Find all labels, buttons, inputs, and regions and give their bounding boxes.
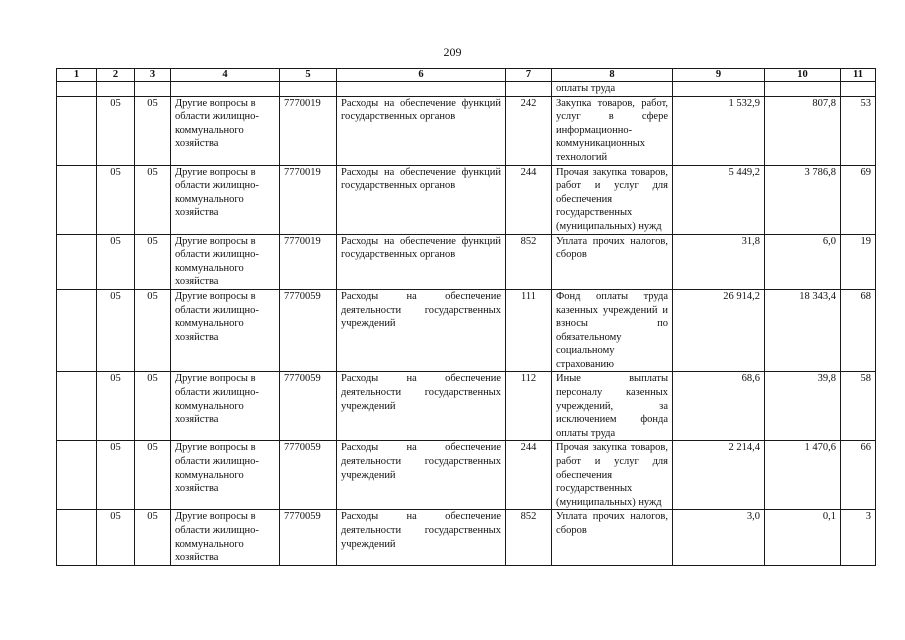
column-header: 1 <box>57 69 97 82</box>
cell-executed-amount: 807,8 <box>765 96 841 165</box>
cell-article-name: Расходы на обеспечение деятельности государственных учреждений <box>337 289 506 372</box>
cell-article-name: Расходы на обеспечение деятельности государственных учреждений <box>337 510 506 565</box>
cell-target-article: 7770019 <box>280 165 337 234</box>
table-row <box>57 234 876 289</box>
cell-article-name: Расходы на обеспечение деятельности государственных учреждений <box>337 441 506 510</box>
cell-planned-amount: 1 532,9 <box>673 96 765 165</box>
cell-col-1 <box>57 510 97 565</box>
cell-planned-amount: 5 449,2 <box>673 165 765 234</box>
cell-planned-amount: 31,8 <box>673 234 765 289</box>
cell-article-name: Расходы на обеспечение деятельности государственных учреждений <box>337 372 506 441</box>
column-header: 6 <box>337 69 506 82</box>
cell-target-article: 7770019 <box>280 234 337 289</box>
cell-col-1 <box>57 165 97 234</box>
cell-executed-amount: 0,1 <box>765 510 841 565</box>
header-row <box>57 69 876 82</box>
cell-section-name: Другие вопросы в области жилищно-коммунального хозяйства <box>171 96 280 165</box>
cell-section: 05 <box>97 165 135 234</box>
table-row <box>57 372 876 441</box>
cell-subsection: 05 <box>135 96 171 165</box>
cell-expense-type: 244 <box>506 165 552 234</box>
cell-section: 05 <box>97 234 135 289</box>
cell-planned-amount: 68,6 <box>673 372 765 441</box>
cell-col-1 <box>57 441 97 510</box>
cell-article-name: Расходы на обеспечение функций государственных органов <box>337 96 506 165</box>
cell-section: 05 <box>97 372 135 441</box>
cell-section: 05 <box>97 441 135 510</box>
cell-percent: 68 <box>841 289 876 372</box>
cell-expense-type: 852 <box>506 234 552 289</box>
continuation-row <box>57 82 876 97</box>
cell-expense-type: 111 <box>506 289 552 372</box>
cell-article-name: Расходы на обеспечение функций государственных органов <box>337 165 506 234</box>
cell-section-name: Другие вопросы в области жилищно-коммунального хозяйства <box>171 510 280 565</box>
cell-expense-name: Уплата прочих налогов, сборов <box>552 234 673 289</box>
cell-subsection: 05 <box>135 289 171 372</box>
cell-planned-amount: 3,0 <box>673 510 765 565</box>
cell-section: 05 <box>97 510 135 565</box>
cell-target-article: 7770019 <box>280 96 337 165</box>
cell-subsection: 05 <box>135 441 171 510</box>
cell-expense-name: Прочая закупка товаров, работ и услуг для обеспечения государственных (муниципальных) нужд <box>552 441 673 510</box>
cell-planned-amount: 26 914,2 <box>673 289 765 372</box>
table-row <box>57 165 876 234</box>
cell-percent: 3 <box>841 510 876 565</box>
cell-section-name: Другие вопросы в области жилищно-коммунального хозяйства <box>171 441 280 510</box>
column-header: 3 <box>135 69 171 82</box>
column-header: 10 <box>765 69 841 82</box>
budget-table <box>56 68 876 566</box>
column-header: 2 <box>97 69 135 82</box>
cell-section-name: Другие вопросы в области жилищно-коммунального хозяйства <box>171 234 280 289</box>
cell-expense-name: Иные выплаты персоналу казенных учреждений, за исключением фонда оплаты труда <box>552 372 673 441</box>
continuation-text: оплаты труда <box>552 82 673 97</box>
cell-expense-name: Фонд оплаты труда казенных учреждений и взносы по обязательному социальному страхованию <box>552 289 673 372</box>
column-header: 8 <box>552 69 673 82</box>
table-row <box>57 289 876 372</box>
cell-section-name: Другие вопросы в области жилищно-коммунального хозяйства <box>171 165 280 234</box>
cell-executed-amount: 1 470,6 <box>765 441 841 510</box>
column-header: 5 <box>280 69 337 82</box>
cell-percent: 66 <box>841 441 876 510</box>
column-header: 7 <box>506 69 552 82</box>
cell-expense-type: 244 <box>506 441 552 510</box>
cell-col-1 <box>57 234 97 289</box>
cell-expense-type: 112 <box>506 372 552 441</box>
cell-percent: 58 <box>841 372 876 441</box>
cell-planned-amount: 2 214,4 <box>673 441 765 510</box>
table-row <box>57 510 876 565</box>
table-row <box>57 441 876 510</box>
column-header: 9 <box>673 69 765 82</box>
cell-target-article: 7770059 <box>280 441 337 510</box>
cell-article-name: Расходы на обеспечение функций государственных органов <box>337 234 506 289</box>
cell-col-1 <box>57 372 97 441</box>
cell-target-article: 7770059 <box>280 510 337 565</box>
cell-expense-name: Закупка товаров, работ, услуг в сфере информационно-коммуникационных технологий <box>552 96 673 165</box>
cell-subsection: 05 <box>135 165 171 234</box>
cell-target-article: 7770059 <box>280 289 337 372</box>
cell-subsection: 05 <box>135 372 171 441</box>
cell-col-1 <box>57 289 97 372</box>
cell-percent: 53 <box>841 96 876 165</box>
cell-executed-amount: 18 343,4 <box>765 289 841 372</box>
column-header: 11 <box>841 69 876 82</box>
cell-section: 05 <box>97 96 135 165</box>
cell-executed-amount: 3 786,8 <box>765 165 841 234</box>
cell-section: 05 <box>97 289 135 372</box>
cell-executed-amount: 6,0 <box>765 234 841 289</box>
table-row <box>57 96 876 165</box>
cell-expense-type: 852 <box>506 510 552 565</box>
cell-col-1 <box>57 96 97 165</box>
cell-expense-type: 242 <box>506 96 552 165</box>
cell-target-article: 7770059 <box>280 372 337 441</box>
cell-executed-amount: 39,8 <box>765 372 841 441</box>
cell-expense-name: Прочая закупка товаров, работ и услуг для обеспечения государственных (муниципальных) нужд <box>552 165 673 234</box>
cell-subsection: 05 <box>135 234 171 289</box>
cell-percent: 19 <box>841 234 876 289</box>
cell-percent: 69 <box>841 165 876 234</box>
cell-expense-name: Уплата прочих налогов, сборов <box>552 510 673 565</box>
cell-subsection: 05 <box>135 510 171 565</box>
page-number: 209 <box>443 45 462 59</box>
cell-section-name: Другие вопросы в области жилищно-коммунального хозяйства <box>171 289 280 372</box>
column-header: 4 <box>171 69 280 82</box>
cell-section-name: Другие вопросы в области жилищно-коммунального хозяйства <box>171 372 280 441</box>
